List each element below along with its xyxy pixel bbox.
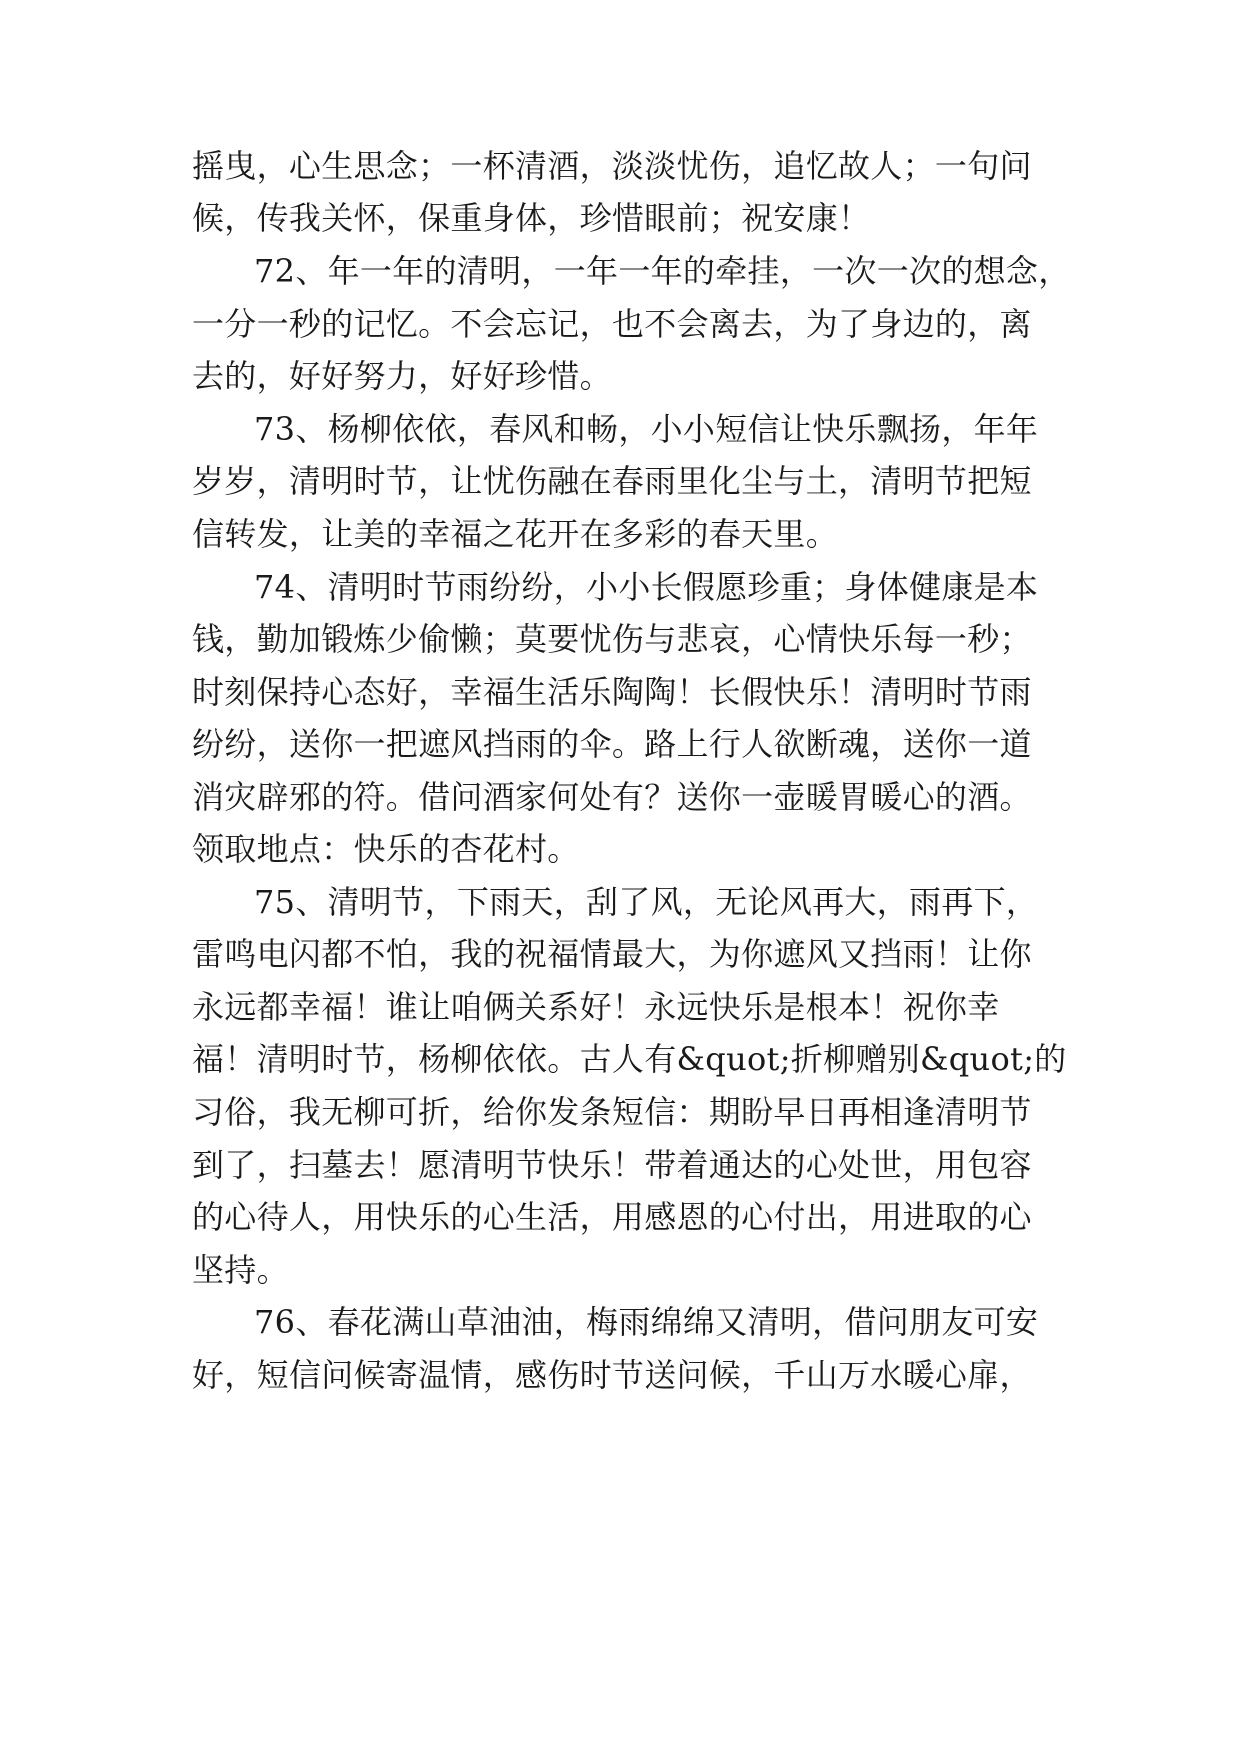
text-line: 去的，好好努力，好好珍惜。 [192, 357, 612, 395]
text-line: 候，传我关怀，保重身体，珍惜眼前；祝安康！ [192, 199, 871, 237]
text-line: 永远都幸福！谁让咱俩关系好！永远快乐是根本！祝你幸 [192, 988, 1000, 1026]
text-line: 时刻保持心态好，幸福生活乐陶陶！长假快乐！清明时节雨 [192, 673, 1032, 711]
text-line: 岁岁，清明时节，让忧伤融在春雨里化尘与土，清明节把短 [192, 462, 1032, 500]
text-line: 钱，勤加锻炼少偷懒；莫要忧伤与悲哀，心情快乐每一秒； [192, 620, 1032, 658]
text-line: 习俗，我无柳可折，给你发条短信：期盼早日再相逢清明节 [192, 1093, 1032, 1131]
text-line: 福！清明时节，杨柳依依。古人有&quot;折柳赠别&quot;的 [192, 1040, 1067, 1078]
text-line: 纷纷，送你一把遮风挡雨的伞。路上行人欲断魂，送你一道 [192, 725, 1032, 763]
text-line: 雷鸣电闪都不怕，我的祝福情最大，为你遮风又挡雨！让你 [192, 935, 1032, 973]
text-line: 的心待人，用快乐的心生活，用感恩的心付出，用进取的心 [192, 1198, 1032, 1236]
text-line: 76、春花满山草油油，梅雨绵绵又清明，借问朋友可安 [254, 1303, 1039, 1341]
text-line: 一分一秒的记忆。不会忘记，也不会离去，为了身边的，离 [192, 305, 1032, 343]
text-line: 摇曳，心生思念；一杯清酒，淡淡忧伤，追忆故人；一句问 [192, 147, 1032, 185]
text-line: 好，短信问候寄温情，感伤时节送问候，千山万水暖心扉， [192, 1356, 1032, 1394]
text-line: 消灾辟邪的符。借问酒家何处有？送你一壶暖胃暖心的酒。 [192, 778, 1032, 816]
text-line: 75、清明节，下雨天，刮了风，无论风再大，雨再下， [254, 883, 1039, 921]
text-line: 74、清明时节雨纷纷，小小长假愿珍重；身体健康是本 [254, 568, 1039, 606]
text-line: 到了，扫墓去！愿清明节快乐！带着通达的心处世，用包容 [192, 1146, 1032, 1184]
text-line: 73、杨柳依依，春风和畅，小小短信让快乐飘扬，年年 [254, 410, 1039, 448]
text-line: 信转发，让美的幸福之花开在多彩的春天里。 [192, 515, 839, 553]
text-line: 72、年一年的清明，一年一年的牵挂，一次一次的想念， [254, 252, 1071, 290]
text-line: 领取地点：快乐的杏花村。 [192, 830, 580, 868]
text-line: 坚持。 [192, 1251, 289, 1289]
